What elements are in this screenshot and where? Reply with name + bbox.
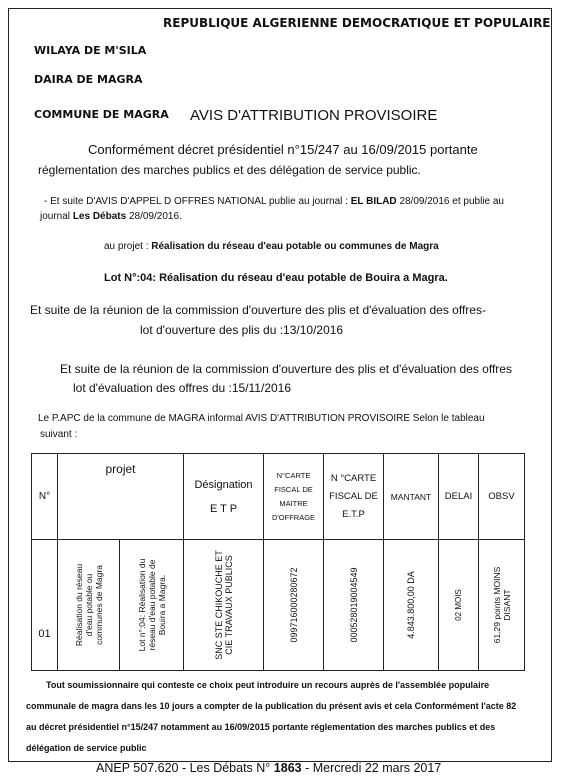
footer-line: [96, 761, 441, 775]
header-designation: Désignation E T P: [184, 454, 264, 540]
recours-line-3: au décret présidentiel n°15/247 notamment au 16/09/2015 portante réglementation des marches publics et des: [26, 722, 496, 732]
cell-designation: SNC STE CHIKOUCHE ET CIE TRAVAUX PUBLICS: [184, 540, 264, 671]
header-delai: DELAI: [439, 454, 479, 540]
reunion-1-line-2: lot d'ouverture des plis du :13/10/2016: [140, 323, 344, 337]
reunion-2-line-2: lot d'évaluation des offres du :15/11/2016: [73, 381, 292, 395]
cell-carte-etp: 000528019004549: [324, 540, 384, 671]
header-obsv: OBSV: [479, 454, 525, 540]
projet-prefix: au projet :: [104, 241, 149, 252]
journal-el-bilad: EL BILAD: [350, 196, 397, 207]
projet-line: [104, 241, 439, 252]
lot-line: Lot N°:04: Réalisation du réseau d'eau potable de Bouira a Magra.: [104, 272, 448, 284]
cell-projet-b: Lot n°:04: Réalisation du réseau d'eau potable de Bouira a Magra.: [120, 540, 184, 671]
footer-issue-number: 1863: [273, 761, 302, 775]
cell-delai: 02 MOIS: [439, 540, 479, 671]
header-carte-etp: N °CARTE FISCAL DE E.T.P: [324, 454, 384, 540]
header-no: N°: [32, 454, 58, 540]
footer-date: - Mercredi 22 mars 2017: [305, 761, 442, 775]
cell-no: 01: [32, 540, 58, 671]
journal-les-debats: Les Débats: [72, 211, 127, 222]
republic-header: REPUBLIQUE ALGERIENNE DEMOCRATIQUE ET POPULAIRE: [163, 16, 551, 30]
appel-date: 28/09/2016 et publie au: [399, 196, 504, 207]
header-carte-maitre: N°CARTE FISCAL DE MAITRE D'OFFRAGE: [264, 454, 324, 540]
projet-text: Réalisation du réseau d'eau potable ou communes de Magra: [151, 241, 439, 252]
recours-line-2: communale de magra dans les 10 jours a compter de la publication du présent avis et cela Conformément l'acte 82: [26, 701, 517, 711]
cell-obsv: 61.29 points MOINS DISANT: [479, 540, 525, 671]
journal-date: 28/09/2016.: [128, 211, 182, 222]
header-projet: projet: [58, 454, 184, 540]
reunion-2-line-1: Et suite de la réunion de la commission d'ouverture des plis et d'évaluation des offres: [60, 362, 512, 376]
recours-line-4: délégation de service public: [26, 743, 147, 753]
appel-text: - Et suite D'AVIS D'APPEL D OFFRES NATIONAL publie au journal :: [44, 196, 348, 207]
reunion-1-line-1: Et suite de la réunion de la commission d'ouverture des plis et d'évaluation des offres-: [30, 303, 486, 317]
footer-anep: ANEP 507.620 - Les Débats N°: [96, 761, 271, 775]
cell-projet-a: Réalisation du réseau d'eau potable ou communes de Magra: [58, 540, 120, 671]
informal-line-1: Le P.APC de la commune de MAGRA informal AVIS D'ATTRIBUTION PROVISOIRE Selon le tableau: [38, 413, 485, 424]
daira-label: DAIRA DE MAGRA: [34, 73, 143, 86]
commune-label: COMMUNE DE MAGRA: [34, 108, 169, 121]
decree-line-2: réglementation des marches publics et des délégation de service public.: [38, 163, 421, 177]
appel-line-1: [44, 196, 504, 207]
recours-line-1: Tout soumissionnaire qui conteste ce choix peut introduire un recours auprès de l'assemblée populaire: [46, 680, 490, 690]
journal-word: journal: [40, 211, 71, 222]
decree-line-1: Conformément décret présidentiel n°15/247 au 16/09/2015 portante: [88, 142, 478, 157]
wilaya-label: WILAYA DE M'SILA: [34, 44, 147, 57]
appel-line-2: [40, 211, 182, 222]
header-montant: MANTANT: [384, 454, 439, 540]
attribution-table: [31, 453, 525, 671]
table-header-row: [32, 454, 525, 540]
cell-montant: 4.843.800,00 DA: [384, 540, 439, 671]
table-row: [32, 540, 525, 671]
page-title: AVIS D'ATTRIBUTION PROVISOIRE: [190, 107, 438, 124]
informal-line-2: suivant :: [40, 429, 78, 440]
cell-carte-maitre: 099716000280672: [264, 540, 324, 671]
